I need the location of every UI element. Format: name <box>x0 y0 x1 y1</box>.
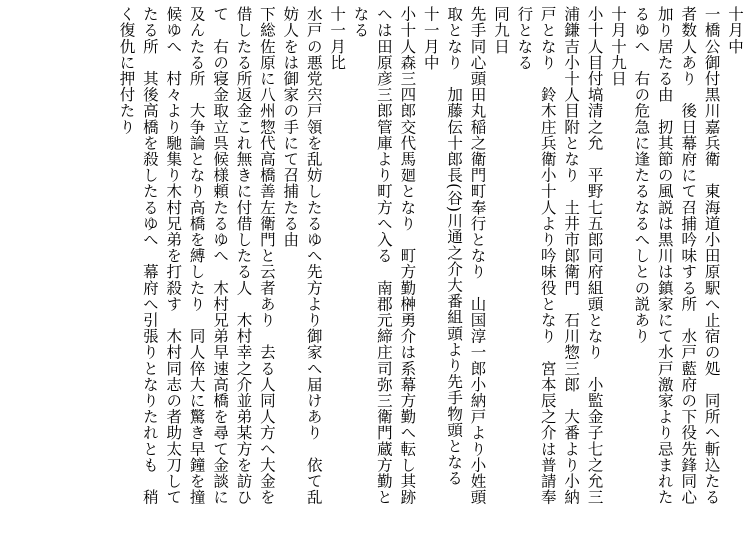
vertical-text-body <box>4 6 746 556</box>
text-column: 候ゆへ 村々より馳集り木村兄弟を打殺す 木村同志の者助太刀して <box>164 6 183 506</box>
text-column: 小十人目付塙清之允 平野七五郎同府組頭となり 小監金子七之允三 <box>585 6 604 506</box>
text-column: たる所 其後高橋を殺したるゆへ 幕府へ引張りとなりたれとも 稍 <box>140 6 159 506</box>
text-column: るゆへ 右の危急に逢たるなるへしとの説あり <box>632 6 651 345</box>
text-column: 者数人あり 後日幕府にて召捕吟味する所 水戸藍府の下役先鋒同心 <box>679 6 698 506</box>
text-column: 及んたる所 大争論となり高橋を縛したり 同人倅大に驚き早鐘を撞 <box>187 6 206 506</box>
text-column: 借したる所返金これ無きに付借したる人 木村幸之介並弟某方を訪ひ <box>234 6 253 506</box>
text-column: 一橋公御付黒川嘉兵衛 東海道小田原駅へ止宿の処 同所へ斬込たる <box>702 6 721 506</box>
date-heading: 同九日 <box>491 6 510 55</box>
text-column: く復仇に押付たり <box>117 6 136 135</box>
text-column: 取となり 加藤伝十郎長(谷)川通之介大番組頭より先手物頭となる <box>445 6 464 487</box>
text-column: 戸となり 鈴木庄兵衛小十人より吟味役となり 宮本辰之介は普請奉 <box>538 6 557 506</box>
text-column: なる <box>351 6 370 39</box>
date-heading: 十一月比 <box>328 6 347 71</box>
text-column: て 右の寝金取立呉候様頼たるゆへ 木村兄弟早速高橋を尋て金談に <box>211 6 230 506</box>
date-heading: 十月十九日 <box>608 6 627 87</box>
text-column: 浦鎌吉小十人目附となり 土井市郎衛門 石川惣三郎 大番より小納 <box>562 6 581 506</box>
text-column: 加り居たる由 扨其節の風説は黒川は鎮家にて水戸激家より忌まれた <box>655 6 674 506</box>
text-column: 妨人をは御家の手にて召捕たる由 <box>281 6 300 248</box>
date-heading: 十月中 <box>726 6 744 55</box>
text-column: 行となる <box>515 6 534 71</box>
text-column: 水戸の悪党宍戸領を乱妨したるゆへ先方より御家へ届けあり 依て乱 <box>304 6 323 506</box>
text-column: へは田原彦三郎管庫より町方へ入る 南郡元締庄司弥三衛門蔵方勤と <box>374 6 393 506</box>
text-column: 小十人森三四郎交代馬廻となり 町方勤榊勇介は系幕方勤へ転し其跡 <box>398 6 417 506</box>
date-heading: 十一月中 <box>421 6 440 71</box>
text-column: 下総佐原に八州惣代高橋善左衛門と云者あり 去る人同人方へ大金を <box>257 6 276 506</box>
text-column: 先手同心頭田丸稲之衛門町奉行となり 山国淳一郎小納戸より小姓頭 <box>468 6 487 506</box>
